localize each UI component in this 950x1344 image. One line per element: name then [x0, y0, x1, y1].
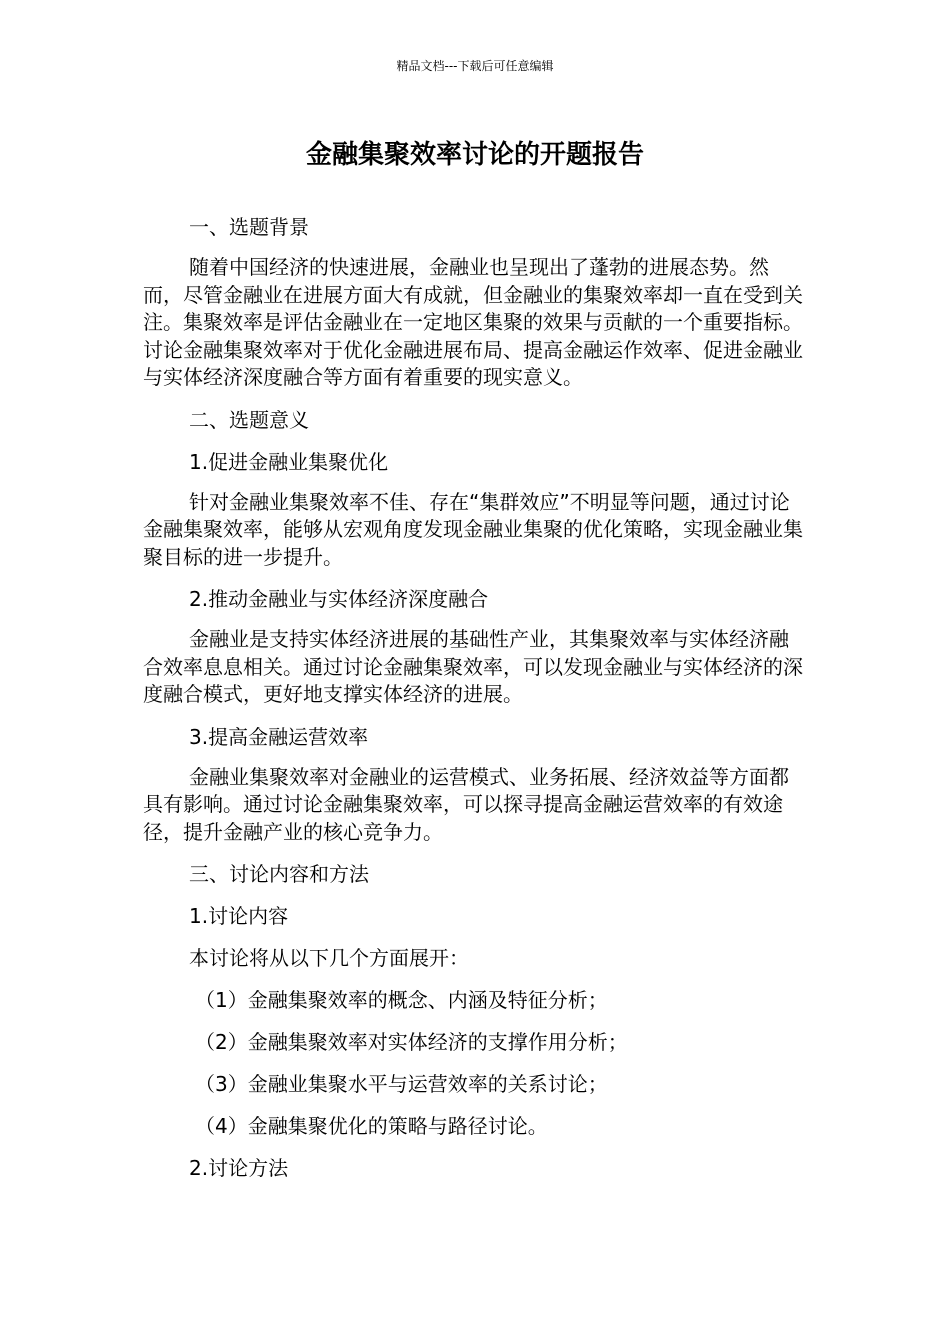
paragraph: 金融业是支持实体经济进展的基础性产业，其集聚效率与实体经济融合效率息息相关。通过讨论金融集聚效率，可以发现金融业与实体经济的深度融合模式，更好地支撑实体经济的进展。 — [143, 627, 803, 706]
subsection-heading: 3.提高金融运营效率 — [189, 724, 369, 749]
subsection-heading: 1.促进金融业集聚优化 — [189, 449, 389, 474]
section-heading: 一、选题背景 — [189, 215, 309, 239]
list-item: （4）金融集聚优化的策略与路径讨论。 — [195, 1114, 548, 1138]
section-heading: 三、讨论内容和方法 — [189, 862, 369, 886]
paragraph: 金融业集聚效率对金融业的运营模式、业务拓展、经济效益等方面都具有影响。通过讨论金融集聚效率，可以探寻提高金融运营效率的有效途径，提升金融产业的核心竞争力。 — [143, 764, 789, 844]
subsection-heading: 2.推动金融业与实体经济深度融合 — [189, 587, 489, 611]
subsection-heading: 1.讨论内容 — [189, 904, 289, 928]
page-header: 精品文档---下载后可任意编辑 — [396, 59, 554, 73]
document-title: 金融集聚效率讨论的开题报告 — [305, 140, 644, 170]
paragraph: 随着中国经济的快速进展，金融业也呈现出了蓬勃的进展态势。然而，尽管金融业在进展方面大有成就，但金融业的集聚效率却一直在受到关注。集聚效率是评估金融业在一定地区集聚的效果与贡献的一个重要指标。讨论金融集聚效率对于优化金融进展布局、提高金融运作效率、促进金融业与实体经济深度融合等方面有着重要的现实意义。 — [143, 255, 803, 389]
document-body — [143, 212, 803, 1195]
paragraph: 本讨论将从以下几个方面展开： — [189, 946, 469, 970]
paragraph: 针对金融业集聚效率不佳、存在“集群效应”不明显等问题，通过讨论金融集聚效率，能够从宏观角度发现金融业集聚的优化策略，实现金融业集聚目标的进一步提升。 — [143, 489, 803, 569]
list-item: （1）金融集聚效率的概念、内涵及特征分析； — [195, 988, 608, 1012]
list-item: （3）金融业集聚水平与运营效率的关系讨论； — [195, 1072, 608, 1096]
list-item: （2）金融集聚效率对实体经济的支撑作用分析； — [195, 1030, 628, 1054]
subsection-heading: 2.讨论方法 — [189, 1156, 289, 1180]
section-heading: 二、选题意义 — [189, 407, 309, 432]
